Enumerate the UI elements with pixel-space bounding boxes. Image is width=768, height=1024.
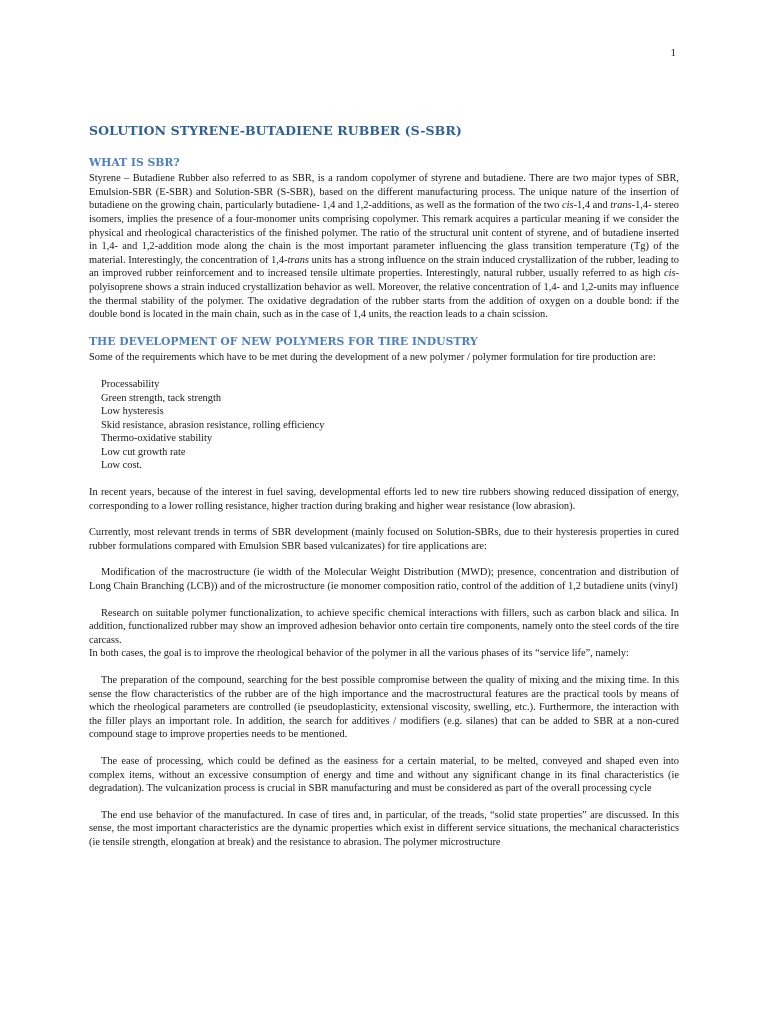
paragraph-what-is-sbr: Styrene – Butadiene Rubber also referred to as SBR, is a random copolymer of styrene and butadiene. There are two major types of SBR, Emulsion-SBR (E-SBR) and Solution-SBR (S-SBR), based on the different manufacturing process. The unique nature of the insertion of butadiene on the growing chain, particularly butadiene- 1,4 and 1,2-additions, as well as the formation of the two cis-1,4 and trans-1,4- stereo isomers, implies the presence of a four-monomer units comprising copolymer. This remark acquires a particular meaning if we consider the physical and rheological characteristics of the finished polymer. The ratio of the structural unit content of styrene, and of butadiene inserted in 1,4- and 1,2-addition mode along the chain is the most important parameter influencing the glass transition temperature (Tg) of the material. Interestingly, the concentration of 1,4-trans units has a strong influence on the strain induced crystallization of the rubber, leading to an improved rubber reinforcement and to increased tensile ultimate properties. Interestingly, natural rubber, usually referred to as high cis-polyisoprene shows a strain induced crystallization behavior as well. Moreover, the relative concentration of 1,4- and 1,2-units may influence the thermal stability of the polymer. The oxidative degradation of the rubber starts from the addition of oxygen on a double bond: if the double bond is located in the main chain, such as in the case of 1,4 units, the reaction leads to a chain scission.	[89, 173, 679, 321]
list-item: Low cut growth rate	[101, 446, 186, 458]
paragraph-compound-preparation: The preparation of the compound, searching for the best possible compromise between the quality of mixing and the mixing time. In this sense the flow characteristics of the rubber are of the high importance and the macrostructural features are the practical tools by means of which the rheological parameters are controlled (ie pseudoplasticity, extensional viscosity, swelling, etc.). Furthermore, the interaction with the filler plays an important role. In addition, the search for additives / modifiers (e.g. silanes) that can be added to SBR at a non-cured compound stage to improve properties needs to be mentioned.	[89, 675, 679, 741]
page-number: 1	[670, 47, 676, 59]
paragraph-service-life: In both cases, the goal is to improve the rheological behavior of the polymer in all the various phases of its “service life”, namely:	[89, 648, 629, 660]
paragraph-current-trends: Currently, most relevant trends in terms of SBR development (mainly focused on Solution-SBRs, due to their hysteresis properties in cured rubber formulations compared with Emulsion SBR based vulcanizates) for tire applications are:	[89, 527, 679, 552]
paragraph-functionalization: Research on suitable polymer functionalization, to achieve specific chemical interactions with fillers, such as carbon black and silica. In addition, functionalized rubber may show an improved adhesion behavior onto certain tire components, namely onto the steel cords of the tire carcass.	[89, 607, 679, 646]
document-body	[89, 124, 679, 850]
list-item: Thermo-oxidative stability	[101, 433, 213, 445]
list-item: Low hysteresis	[101, 406, 164, 418]
list-item: Low cost.	[101, 460, 142, 472]
paragraph-ease-of-processing: The ease of processing, which could be defined as the easiness for a certain material, to be melted, conveyed and shaped even into complex items, without an excessive consumption of energy and time and without any significant change in its final characteristics (ie degradation). The vulcanization process is crucial in SBR manufacturing and must be considered as part of the overall processing cycle	[89, 755, 679, 795]
section-heading-what-is-sbr: WHAT IS SBR?	[89, 155, 180, 169]
paragraph-end-use-behavior: The end use behavior of the manufactured. In case of tires and, in particular, of the treads, “solid state properties” are discussed. In this sense, the most important characteristics are the dynamic properties which exist in different service situations, the mechanical characteristics (ie tensile strength, elongation at break) and the resistance to abrasion. The polymer microstructure	[89, 809, 679, 848]
paragraph-requirements-intro: Some of the requirements which have to be met during the development of a new polymer / polymer formulation for tire production are:	[89, 352, 656, 364]
document-title: SOLUTION STYRENE-BUTADIENE RUBBER (S-SBR)	[89, 123, 462, 138]
section-heading-development: THE DEVELOPMENT OF NEW POLYMERS FOR TIRE INDUSTRY	[89, 334, 478, 348]
paragraph-modification: Modification of the macrostructure (ie width of the Molecular Weight Distribution (MWD); presence, concentration and distribution of Long Chain Branching (LCB)) and of the microstructure (ie monomer composition ratio, control of the addition of 1,2 butadiene units (vinyl)	[89, 567, 679, 593]
paragraph-recent-years: In recent years, because of the interest in fuel saving, developmental efforts led to new tire rubbers showing reduced dissipation of energy, corresponding to a lower rolling resistance, higher traction during braking and higher wear resistance (low abrasion).	[89, 487, 679, 512]
list-item: Green strength, tack strength	[101, 392, 222, 404]
requirements-list	[101, 378, 679, 473]
list-item: Skid resistance, abrasion resistance, rolling efficiency	[101, 419, 325, 431]
list-item: Processability	[101, 378, 160, 390]
